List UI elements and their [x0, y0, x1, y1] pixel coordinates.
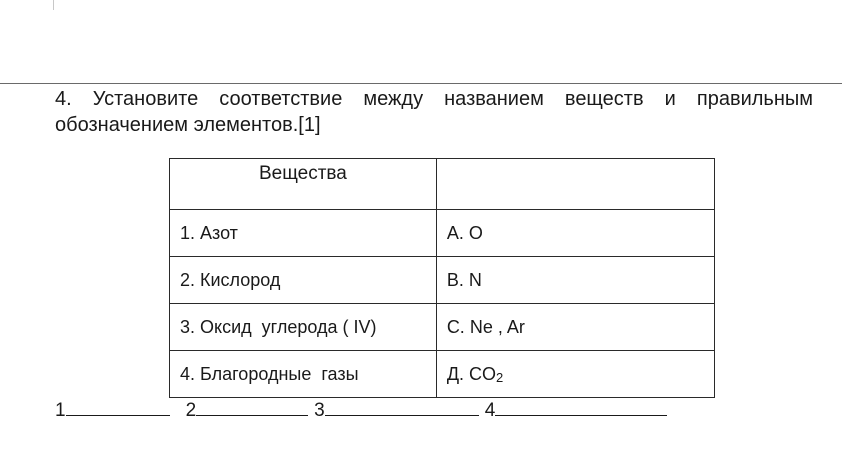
matching-table — [169, 158, 715, 398]
question-line-2: обозначением элементов.[1] — [55, 114, 321, 136]
answer-blank-4[interactable] — [495, 397, 667, 416]
question-text — [55, 86, 813, 138]
formula-subscript: 2 — [496, 369, 504, 385]
answer-number-1: 1 — [55, 400, 66, 421]
answer-line — [55, 397, 667, 422]
symbol-cell: B. N — [436, 257, 714, 304]
question-line-1: 4. Установите соответствие между названием веществ и правильным — [55, 88, 813, 110]
symbol-cell: C. Ne , Ar — [436, 304, 714, 351]
table-row — [170, 351, 715, 398]
table-header-row — [170, 159, 715, 210]
answer-number-3: 3 — [314, 400, 325, 421]
table-row — [170, 210, 715, 257]
substance-cell: 2. Кислород — [170, 257, 437, 304]
horizontal-rule — [0, 83, 842, 84]
header-substances: Вещества — [170, 159, 437, 210]
substance-cell: 1. Азот — [170, 210, 437, 257]
substance-cell: 4. Благородные газы — [170, 351, 437, 398]
table-row — [170, 304, 715, 351]
answer-number-2: 2 — [185, 400, 197, 421]
answer-number-4: 4 — [484, 400, 496, 421]
substance-cell: 3. Оксид углерода ( IV) — [170, 304, 437, 351]
header-empty — [436, 159, 714, 210]
symbol-cell: А. O — [436, 210, 714, 257]
answer-blank-3[interactable] — [325, 397, 479, 416]
answer-blank-1[interactable] — [66, 397, 170, 416]
table-row — [170, 257, 715, 304]
answer-blank-2[interactable] — [196, 397, 308, 416]
symbol-cell — [436, 351, 714, 398]
co2-formula: Д. CO2 — [446, 363, 504, 385]
text-cursor-mark — [53, 0, 54, 10]
